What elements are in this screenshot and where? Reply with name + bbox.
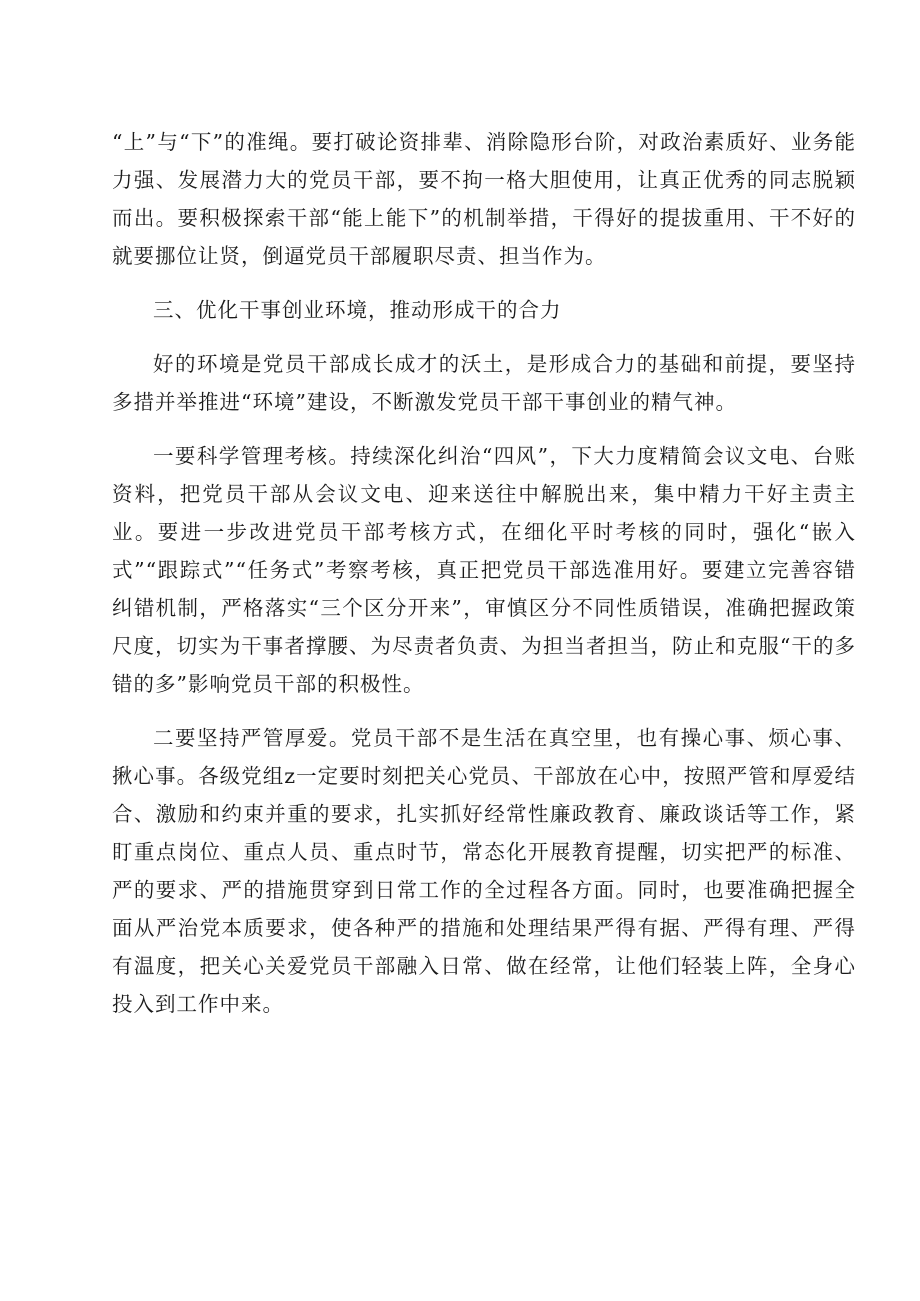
- paragraph-assessment: 一要科学管理考核。持续深化纠治“四风”，下大力度精简会议文电、台账资料，把党员干部从会议文电、迎来送往中解脱出来，集中精力干好主责主业。要进一步改进党员干部考核方式，在细化平时考核的同时，强化“嵌入式”“跟踪式”“任务式”考察考核，真正把党员干部选准用好。要建立完善容错纠错机制，严格落实“三个区分开来”，审慎区分不同性质错误，准确把握政策尺度，切实为干事者撑腰、为尽责者负责、为担当者担当，防止和克服“干的多错的多”影响党员干部的积极性。: [112, 444, 856, 696]
- section-heading: 三、优化干事创业环境，推动形成干的合力: [153, 298, 562, 322]
- paragraph-continuation: “上”与“下”的准绳。要打破论资排辈、消除隐形台阶，对政治素质好、业务能力强、发展潜力大的党员干部，要不拘一格大胆使用，让真正优秀的同志脱颖而出。要积极探索干部“能上能下”的机制举措，干得好的提拔重用、干不好的就要挪位让贤，倒逼党员干部履职尽责、担当作为。: [112, 130, 856, 268]
- paragraph-strict-care: 二要坚持严管厚爱。党员干部不是生活在真空里，也有操心事、烦心事、揪心事。各级党组z一定要时刻把关心党员、干部放在心中，按照严管和厚爱结合、激励和约束并重的要求，扎实抓好经常性廉政教育、廉政谈话等工作，紧盯重点岗位、重点人员、重点时节，常态化开展教育提醒，切实把严的标准、严的要求、严的措施贯穿到日常工作的全过程各方面。同时，也要准确把握全面从严治党本质要求，使各种严的措施和处理结果严得有据、严得有理、严得有温度，把关心关爱党员干部融入日常、做在经常，让他们轻装上阵，全身心投入到工作中来。: [112, 726, 856, 1016]
- paragraph-environment-intro: 好的环境是党员干部成长成才的沃土，是形成合力的基础和前提，要坚持多措并举推进“环境”建设，不断激发党员干部干事创业的精气神。: [112, 352, 856, 414]
- document-body: [112, 123, 856, 1039]
